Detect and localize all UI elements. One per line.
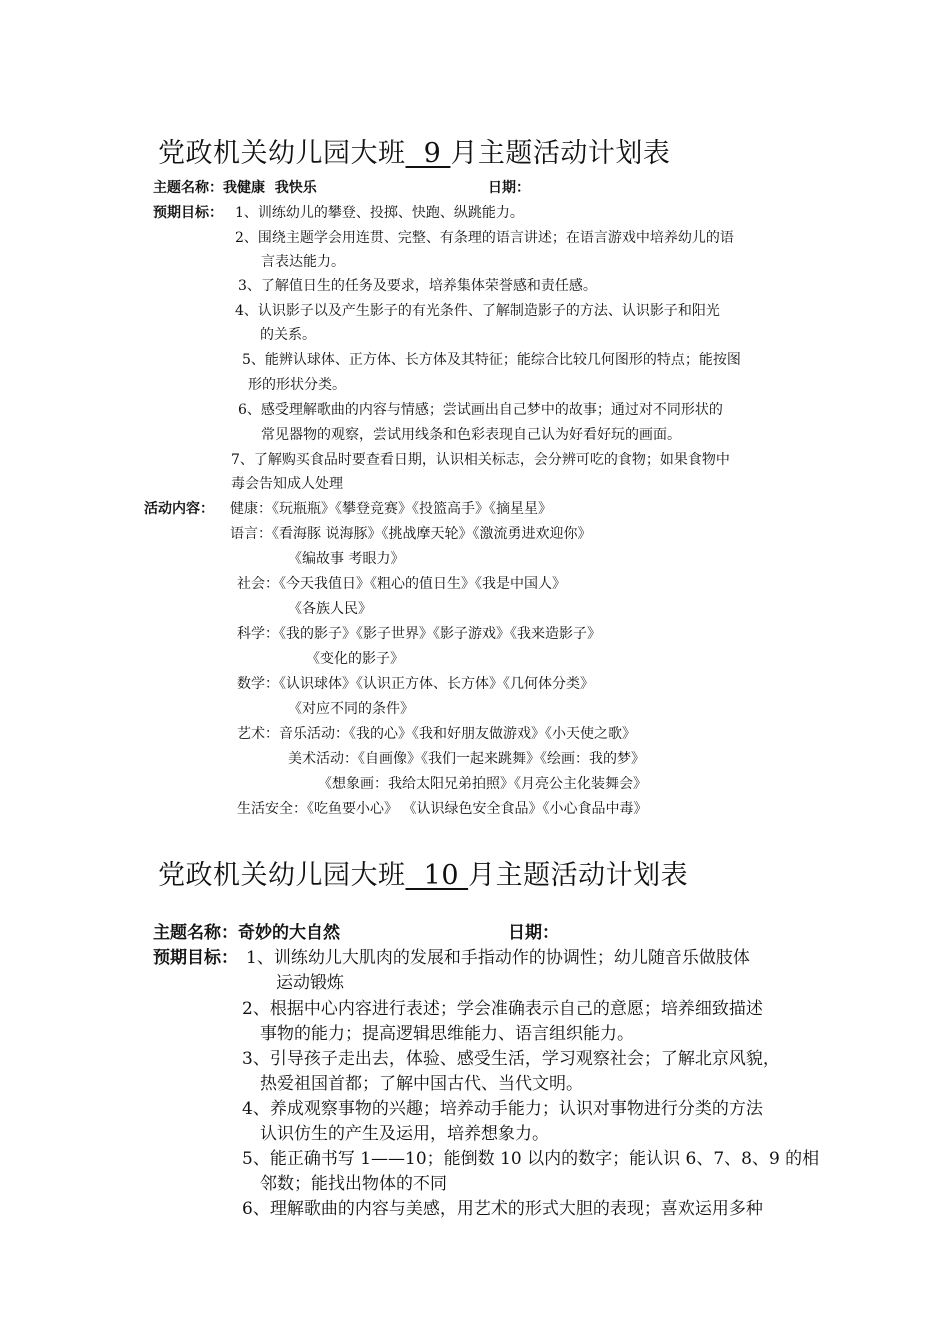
activity-society-cont: 《各族人民》 bbox=[288, 601, 372, 617]
title-suffix: 月主题活动计划表 bbox=[450, 138, 671, 169]
plan2-goals-label: 预期目标： bbox=[153, 948, 238, 968]
activity-math: 数学：《认识球体》《认识正方体、长方体》《几何体分类》 bbox=[237, 676, 594, 692]
plan1-goals-label: 预期目标： bbox=[153, 205, 223, 221]
plan1-goal-2-cont: 言表达能力。 bbox=[261, 254, 345, 270]
plan2-goal-2: 2、根据中心内容进行表述；学会准确表示自己的意愿；培养细致描述 bbox=[242, 999, 763, 1019]
plan2-goal-5-cont: 邻数；能找出物体的不同 bbox=[260, 1174, 447, 1194]
plan1-goal-6-cont: 常见器物的观察，尝试用线条和色彩表现自己认为好看好玩的画面。 bbox=[261, 427, 681, 443]
plan2-goal-2-cont: 事物的能力；提高逻辑思维能力、语言组织能力。 bbox=[260, 1024, 634, 1044]
plan1-goal-2: 2、围绕主题学会用连贯、完整、有条理的语言讲述；在语言游戏中培养幼儿的语 bbox=[235, 230, 734, 246]
plan1-date-label: 日期： bbox=[488, 180, 530, 196]
plan2-goal-3-cont: 热爱祖国首都；了解中国古代、当代文明。 bbox=[260, 1074, 583, 1094]
plan2-goal-5: 5、能正确书写 1——10；能倒数 10 以内的数字；能认识 6、7、8、9 的相 bbox=[242, 1149, 820, 1169]
plan2-title bbox=[158, 853, 688, 892]
plan2-goal-6: 6、理解歌曲的内容与美感，用艺术的形式大胆的表现；喜欢运用多种 bbox=[242, 1199, 763, 1219]
activity-society: 社会：《今天我值日》《粗心的值日生》《我是中国人》 bbox=[237, 576, 566, 592]
plan1-goal-6: 6、感受理解歌曲的内容与情感；尝试画出自己梦中的故事；通过对不同形状的 bbox=[238, 402, 723, 418]
theme-value: 奇妙的大自然 bbox=[238, 923, 340, 943]
plan2-goal-4-cont: 认识仿生的产生及运用，培养想象力。 bbox=[260, 1124, 549, 1144]
plan1-goal-1: 1、训练幼儿的攀登、投掷、快跑、纵跳能力。 bbox=[235, 205, 524, 221]
title-month: 10 bbox=[405, 860, 469, 891]
plan2-goal-3: 3、引导孩子走出去，体验、感受生活，学习观察社会；了解北京风貌， bbox=[242, 1049, 780, 1069]
plan2-theme-row bbox=[153, 920, 340, 946]
activity-safety: 生活安全：《吃鱼要小心》 《认识绿色安全食品》《小心食品中毒》 bbox=[237, 801, 648, 817]
activity-science: 科学：《我的影子》《影子世界》《影子游戏》《我来造影子》 bbox=[237, 626, 601, 642]
activity-language: 语言：《看海豚 说海豚》《挑战摩天轮》《激流勇进欢迎你》 bbox=[230, 526, 592, 542]
activity-science-cont: 《变化的影子》 bbox=[306, 651, 404, 667]
activity-art-music: 艺术：音乐活动：《我的心》《我和好朋友做游戏》《小天使之歌》 bbox=[237, 726, 636, 742]
plan1-goal-4-cont: 的关系。 bbox=[260, 327, 316, 343]
plan1-activities-label: 活动内容： bbox=[144, 501, 214, 517]
title-suffix: 月主题活动计划表 bbox=[468, 860, 689, 891]
plan1-goal-5-cont: 形的形状分类。 bbox=[248, 377, 346, 393]
plan2-goal-1: 1、训练幼儿大肌肉的发展和手指动作的协调性；幼儿随音乐做肢体 bbox=[246, 948, 750, 968]
plan2-goal-1-cont: 运动锻炼 bbox=[276, 973, 344, 993]
plan1-goal-4: 4、认识影子以及产生影子的有光条件、了解制造影子的方法、认识影子和阳光 bbox=[235, 303, 720, 319]
activity-language-cont: 《编故事 考眼力》 bbox=[288, 551, 405, 567]
plan1-goal-5: 5、能辨认球体、正方体、长方体及其特征；能综合比较几何图形的特点；能按图 bbox=[242, 352, 741, 368]
activity-health: 健康：《玩瓶瓶》《攀登竞赛》《投篮高手》《摘星星》 bbox=[230, 501, 552, 517]
plan1-title bbox=[158, 131, 670, 170]
plan2-date-label: 日期： bbox=[508, 923, 559, 943]
plan2-goal-4: 4、养成观察事物的兴趣；培养动手能力；认识对事物进行分类的方法 bbox=[242, 1099, 763, 1119]
activity-art-fine-cont: 《想象画：我给太阳兄弟拍照》《月亮公主化装舞会》 bbox=[318, 776, 647, 792]
plan1-goal-3: 3、了解值日生的任务及要求，培养集体荣誉感和责任感。 bbox=[238, 278, 597, 294]
theme-value: 我健康 我快乐 bbox=[223, 180, 317, 196]
plan1-goal-7-cont: 毒会告知成人处理 bbox=[231, 476, 343, 492]
activity-math-cont: 《对应不同的条件》 bbox=[288, 701, 414, 717]
plan1-theme-row bbox=[153, 176, 317, 200]
activity-art-fine: 美术活动：《自画像》《我们一起来跳舞》《绘画：我的梦》 bbox=[288, 751, 645, 767]
theme-label: 主题名称： bbox=[153, 180, 223, 196]
theme-label: 主题名称： bbox=[153, 923, 238, 943]
title-prefix: 党政机关幼儿园大班 bbox=[158, 860, 406, 891]
title-month: 9 bbox=[405, 138, 451, 169]
plan1-goal-7: 7、了解购买食品时要查看日期，认识相关标志，会分辨可吃的食物；如果食物中 bbox=[231, 452, 730, 468]
title-prefix: 党政机关幼儿园大班 bbox=[158, 138, 406, 169]
